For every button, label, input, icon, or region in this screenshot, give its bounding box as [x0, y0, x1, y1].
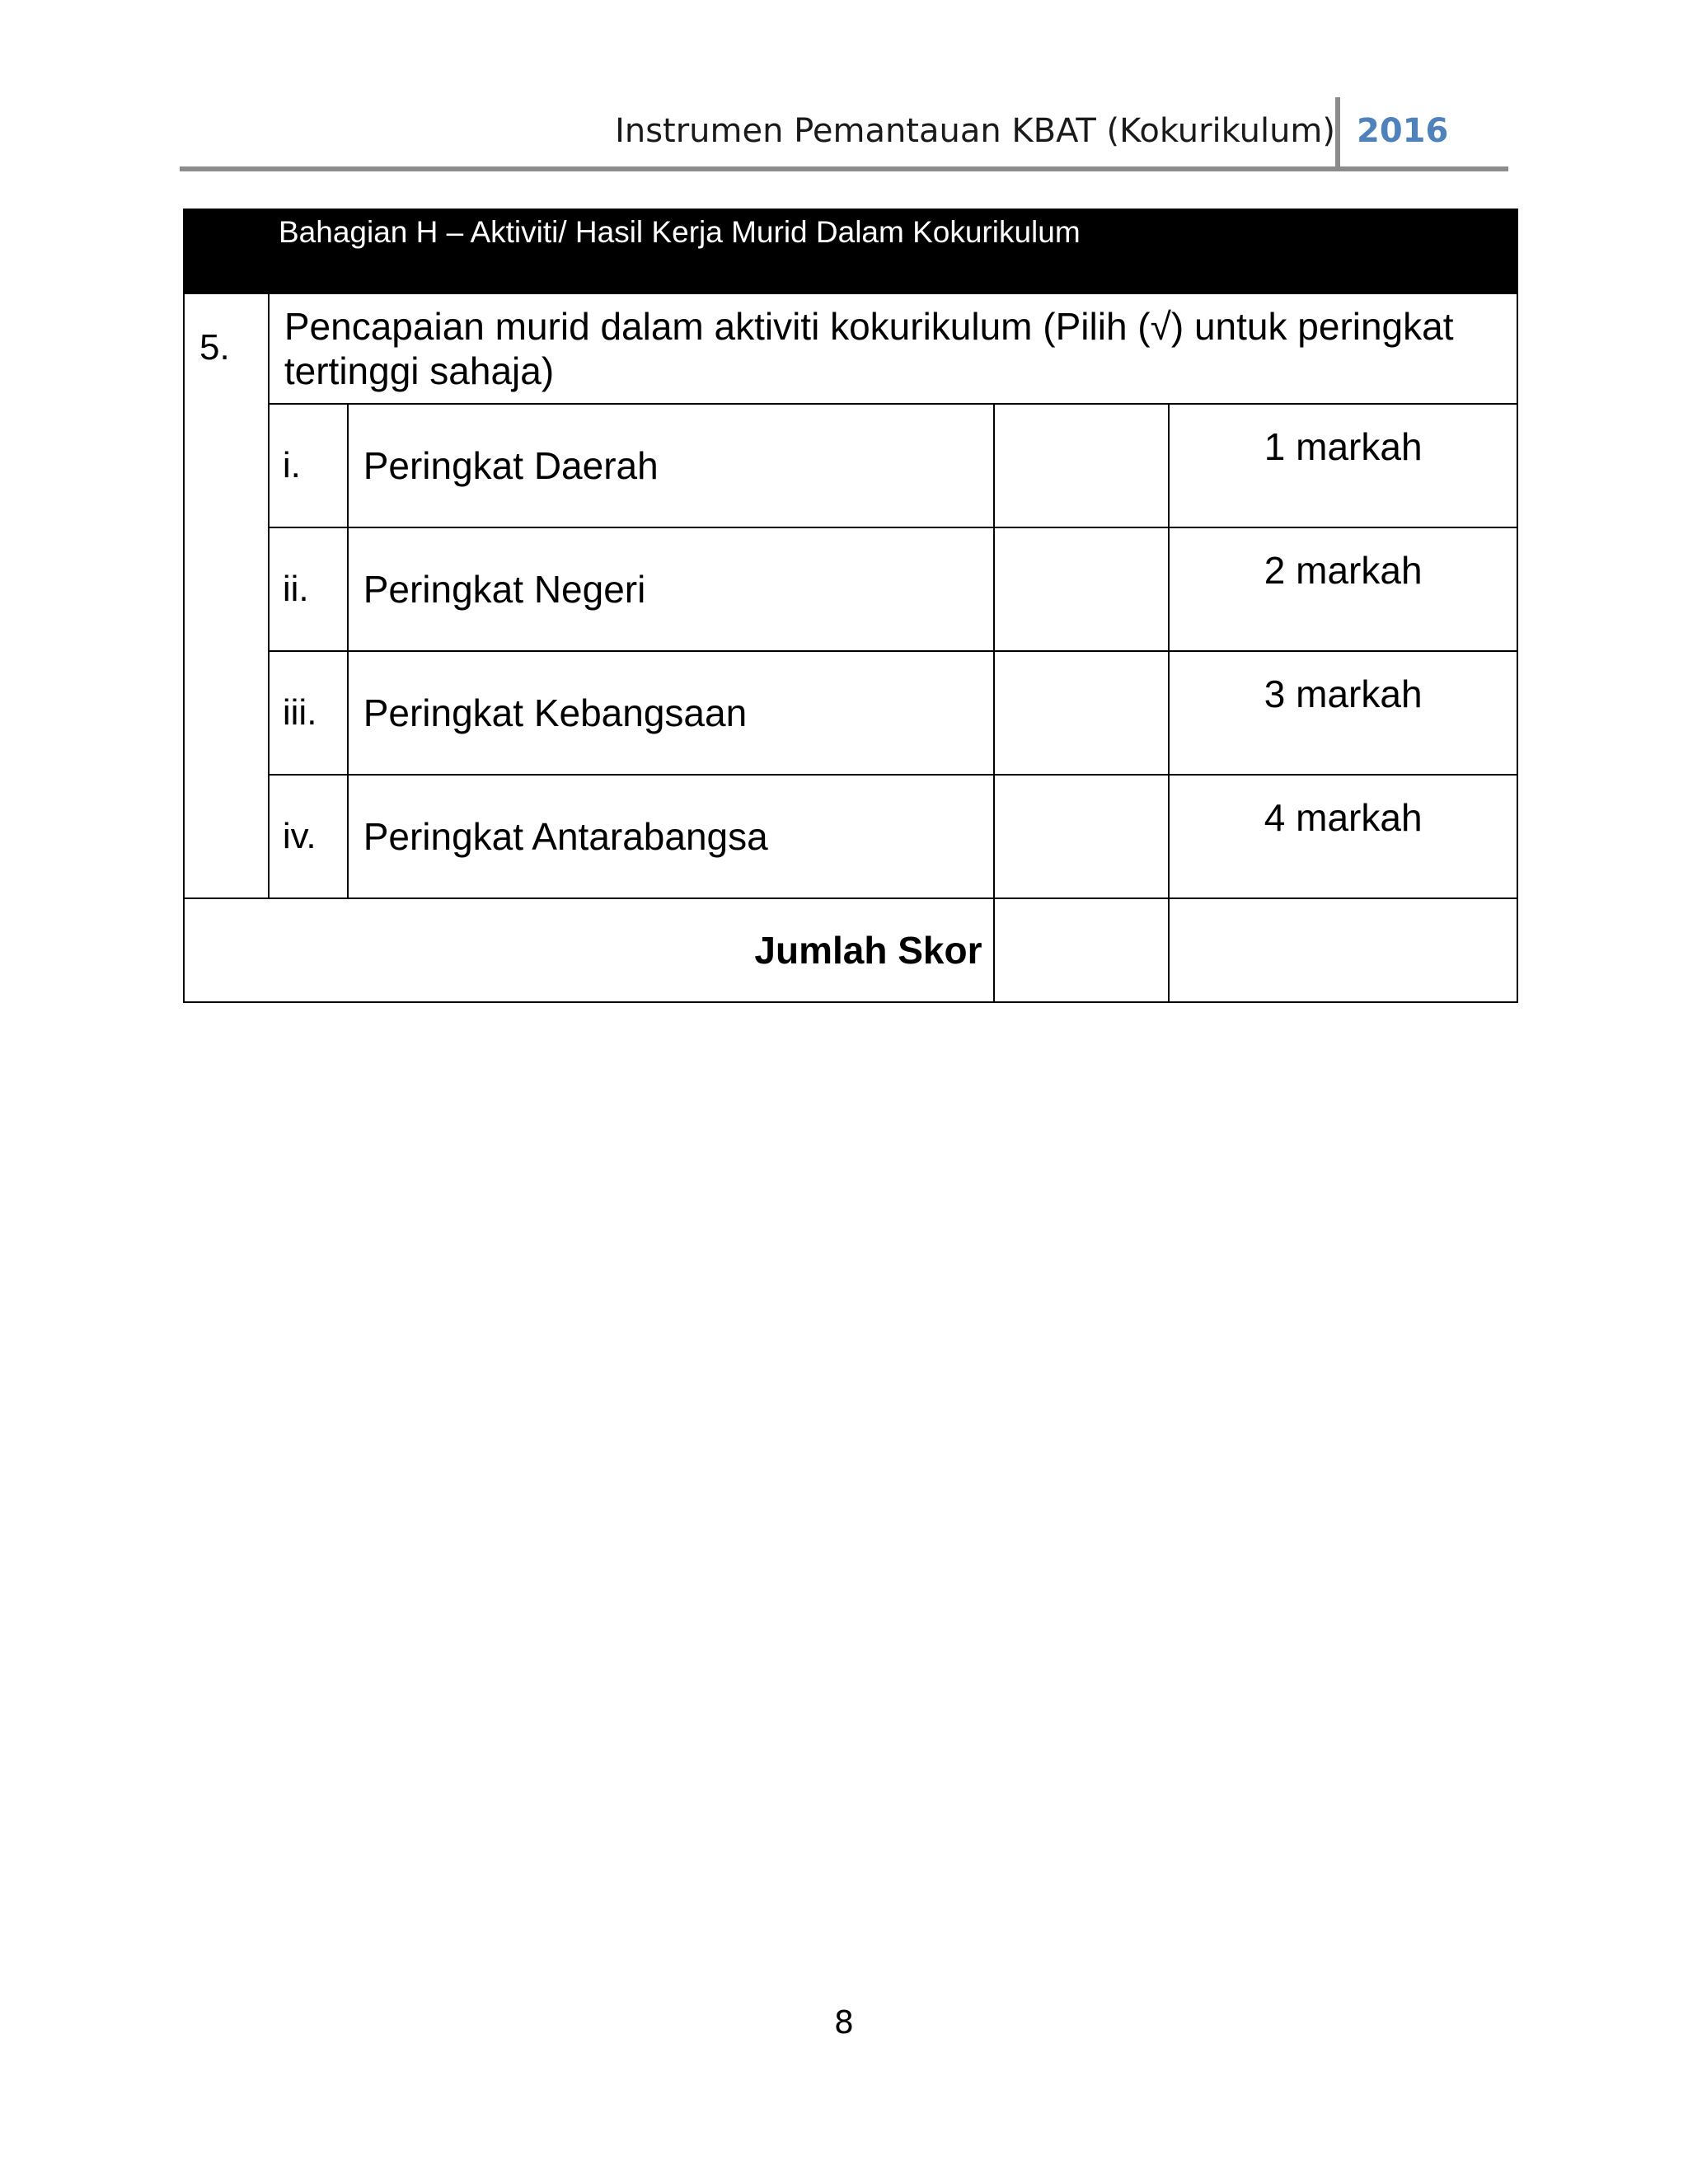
- section-heading: Bahagian H – Aktiviti/ Hasil Kerja Murid Dalam Kokurikulum: [184, 209, 1517, 293]
- level-label: Peringkat Antarabangsa: [348, 775, 995, 898]
- question-row: [184, 293, 1517, 404]
- level-marks: 4 markah: [1169, 775, 1517, 898]
- level-roman: iv.: [269, 775, 348, 898]
- page-number: 8: [833, 2004, 855, 2041]
- header-year: 2016: [1357, 112, 1449, 150]
- header-divider: [1335, 97, 1340, 168]
- level-roman: iii.: [269, 651, 348, 775]
- question-number: 5.: [184, 293, 269, 898]
- tick-box-daerah[interactable]: [994, 404, 1169, 527]
- level-marks: 2 markah: [1169, 527, 1517, 651]
- table-row: [184, 527, 1517, 651]
- tick-box-antarabangsa[interactable]: [994, 775, 1169, 898]
- total-score-cell[interactable]: [994, 898, 1169, 1002]
- total-row: [184, 898, 1517, 1002]
- total-marks-cell[interactable]: [1169, 898, 1517, 1002]
- header-title: Instrumen Pemantauan KBAT (Kokurikulum): [615, 112, 1335, 150]
- tick-box-kebangsaan[interactable]: [994, 651, 1169, 775]
- tick-box-negeri[interactable]: [994, 527, 1169, 651]
- table-row: [184, 651, 1517, 775]
- level-label: Peringkat Daerah: [348, 404, 995, 527]
- level-marks: 1 markah: [1169, 404, 1517, 527]
- level-label: Peringkat Negeri: [348, 527, 995, 651]
- assessment-table: [183, 209, 1518, 1003]
- section-header-row: [184, 209, 1517, 293]
- total-label: Jumlah Skor: [184, 898, 994, 1002]
- level-marks: 3 markah: [1169, 651, 1517, 775]
- level-roman: i.: [269, 404, 348, 527]
- table-row: [184, 775, 1517, 898]
- level-roman: ii.: [269, 527, 348, 651]
- table-row: [184, 404, 1517, 527]
- question-text: Pencapaian murid dalam aktiviti kokurikulum (Pilih (√) untuk peringkat tertinggi sahaja): [269, 293, 1517, 404]
- header-rule: [180, 166, 1508, 171]
- level-label: Peringkat Kebangsaan: [348, 651, 995, 775]
- page-header: [180, 97, 1508, 171]
